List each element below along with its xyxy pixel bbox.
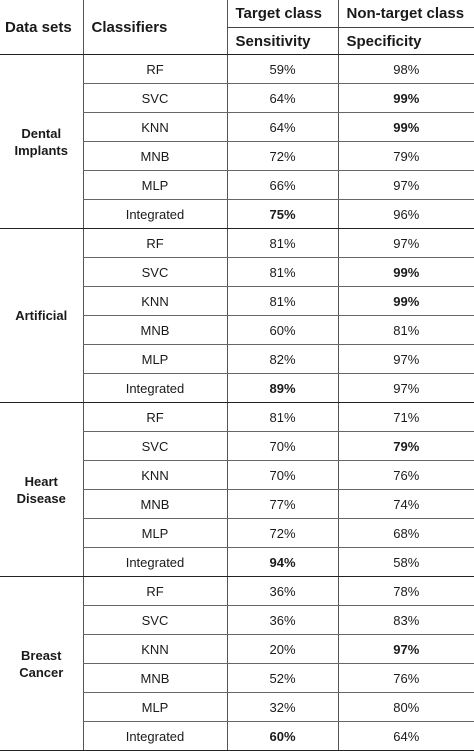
specificity-cell: 76% — [338, 461, 474, 490]
specificity-cell: 58% — [338, 548, 474, 577]
classifier-cell: MLP — [83, 519, 227, 548]
sensitivity-cell: 36% — [227, 577, 338, 606]
header-specificity: Specificity — [338, 28, 474, 55]
table-row — [0, 55, 474, 84]
header-sensitivity: Sensitivity — [227, 28, 338, 55]
table-row — [0, 577, 474, 606]
classifier-cell: KNN — [83, 461, 227, 490]
dataset-label: Heart Disease — [0, 403, 83, 577]
classifier-cell: SVC — [83, 606, 227, 635]
sensitivity-cell: 77% — [227, 490, 338, 519]
table-body — [0, 55, 474, 751]
sensitivity-cell: 82% — [227, 345, 338, 374]
classifier-cell: RF — [83, 55, 227, 84]
classifier-cell: Integrated — [83, 722, 227, 751]
classifier-cell: SVC — [83, 432, 227, 461]
specificity-cell: 98% — [338, 55, 474, 84]
specificity-cell: 97% — [338, 171, 474, 200]
sensitivity-cell: 94% — [227, 548, 338, 577]
classifier-cell: KNN — [83, 635, 227, 664]
specificity-cell: 99% — [338, 258, 474, 287]
classifier-cell: MNB — [83, 316, 227, 345]
dataset-label: Breast Cancer — [0, 577, 83, 751]
specificity-cell: 99% — [338, 84, 474, 113]
classifier-cell: RF — [83, 229, 227, 258]
classifier-cell: MNB — [83, 664, 227, 693]
table-row — [0, 403, 474, 432]
sensitivity-cell: 81% — [227, 229, 338, 258]
dataset-label: Dental Implants — [0, 55, 83, 229]
specificity-cell: 97% — [338, 635, 474, 664]
sensitivity-cell: 89% — [227, 374, 338, 403]
sensitivity-cell: 72% — [227, 519, 338, 548]
classifier-cell: Integrated — [83, 200, 227, 229]
classifier-cell: SVC — [83, 84, 227, 113]
classifier-cell: MLP — [83, 171, 227, 200]
classifier-cell: MLP — [83, 345, 227, 374]
classifier-cell: KNN — [83, 113, 227, 142]
classifier-cell: MNB — [83, 490, 227, 519]
specificity-cell: 97% — [338, 345, 474, 374]
sensitivity-cell: 81% — [227, 258, 338, 287]
specificity-cell: 96% — [338, 200, 474, 229]
sensitivity-cell: 64% — [227, 84, 338, 113]
specificity-cell: 74% — [338, 490, 474, 519]
specificity-cell: 71% — [338, 403, 474, 432]
specificity-cell: 99% — [338, 287, 474, 316]
classifier-cell: Integrated — [83, 374, 227, 403]
classifier-cell: SVC — [83, 258, 227, 287]
dataset-label: Artificial — [0, 229, 83, 403]
classifier-cell: Integrated — [83, 548, 227, 577]
specificity-cell: 81% — [338, 316, 474, 345]
specificity-cell: 79% — [338, 432, 474, 461]
sensitivity-cell: 66% — [227, 171, 338, 200]
specificity-cell: 79% — [338, 142, 474, 171]
sensitivity-cell: 81% — [227, 287, 338, 316]
specificity-cell: 68% — [338, 519, 474, 548]
sensitivity-cell: 52% — [227, 664, 338, 693]
classifier-cell: RF — [83, 403, 227, 432]
sensitivity-cell: 64% — [227, 113, 338, 142]
sensitivity-cell: 60% — [227, 722, 338, 751]
sensitivity-cell: 36% — [227, 606, 338, 635]
header-classifiers: Classifiers — [83, 0, 227, 55]
specificity-cell: 80% — [338, 693, 474, 722]
sensitivity-cell: 70% — [227, 432, 338, 461]
classifier-cell: MLP — [83, 693, 227, 722]
classifier-cell: RF — [83, 577, 227, 606]
sensitivity-cell: 70% — [227, 461, 338, 490]
sensitivity-cell: 72% — [227, 142, 338, 171]
sensitivity-cell: 59% — [227, 55, 338, 84]
specificity-cell: 97% — [338, 229, 474, 258]
header-non-target-class: Non-target class — [338, 0, 474, 28]
sensitivity-cell: 20% — [227, 635, 338, 664]
sensitivity-cell: 75% — [227, 200, 338, 229]
specificity-cell: 83% — [338, 606, 474, 635]
specificity-cell: 76% — [338, 664, 474, 693]
sensitivity-cell: 60% — [227, 316, 338, 345]
header-target-class: Target class — [227, 0, 338, 28]
classifier-cell: KNN — [83, 287, 227, 316]
specificity-cell: 99% — [338, 113, 474, 142]
header-data-sets: Data sets — [0, 0, 83, 55]
table-row — [0, 229, 474, 258]
specificity-cell: 64% — [338, 722, 474, 751]
classifier-cell: MNB — [83, 142, 227, 171]
sensitivity-cell: 32% — [227, 693, 338, 722]
sensitivity-cell: 81% — [227, 403, 338, 432]
specificity-cell: 97% — [338, 374, 474, 403]
specificity-cell: 78% — [338, 577, 474, 606]
